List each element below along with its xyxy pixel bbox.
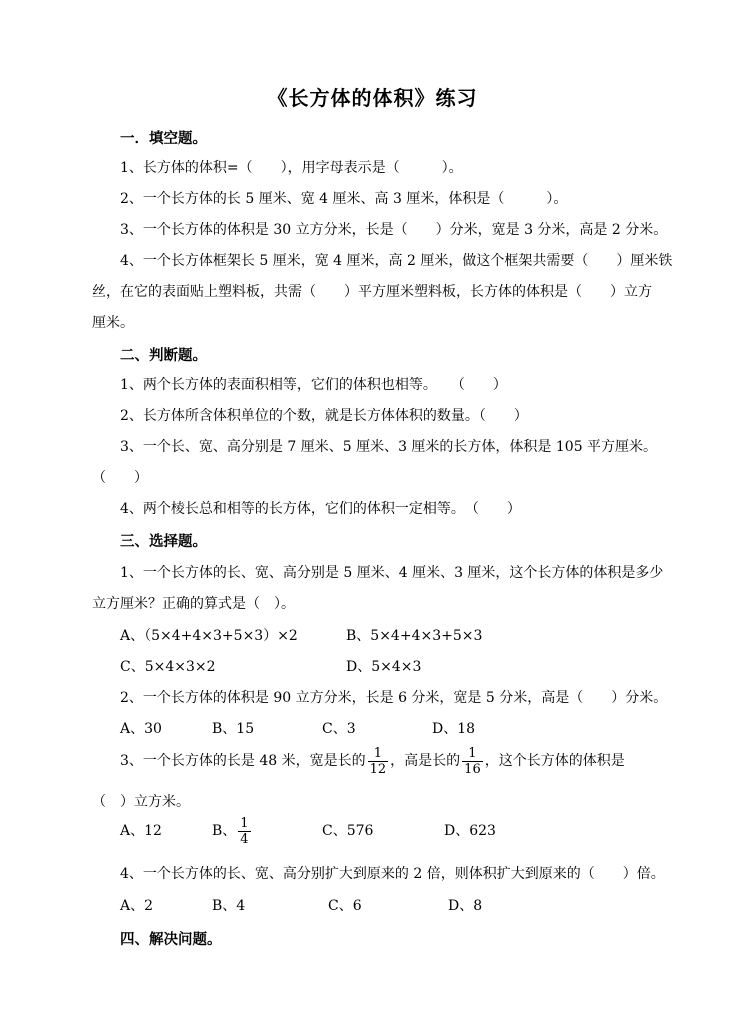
choice-3-text-part2: ，高是长的 [390,753,461,769]
choice-2-option-d: D、18 [432,721,476,737]
section-solve: 四、解决问题。 [120,931,222,948]
judge-question-4: 4、两个棱长总和相等的长方体，它们的体积一定相等。 （ ） [120,501,521,517]
judge-question-2: 2、长方体所含体积单位的个数，就是长方体体积的数量。（ ） [120,408,528,424]
choice-3-text-part1: 3、一个长方体的长是 48 米，宽是长的 [120,753,366,769]
fill-question-4-line3: 厘米。 [92,315,134,331]
fraction-numerator: 1 [468,745,477,761]
choice-3-option-d: D、623 [444,823,496,839]
fill-question-2: 2、一个长方体的长 5 厘米、宽 4 厘米、高 3 厘米，体积是（ ）。 [120,191,568,207]
choice-question-1-line2: 立方厘米？正确的算式是（ ）。 [92,596,295,612]
fraction-denominator: 16 [464,761,481,777]
fraction-one-twelfth [368,746,389,777]
fill-question-4-line2: 丝，在它的表面贴上塑料板，共需（ ）平方厘米塑料板，长方体的体积是（ ）立方 [92,284,652,300]
choice-1-option-d: D、5×4×3 [346,659,422,675]
fill-question-1: 1、长方体的体积=（ ），用字母表示是（ ）。 [120,160,463,176]
section-choice: 三、选择题。 [120,533,207,550]
fill-question-4-line1: 4、一个长方体框架长 5 厘米，宽 4 厘米，高 2 厘米，做这个框架共需要（ ）厘米铁 [120,253,673,269]
fraction-one-sixteenth [462,746,483,777]
choice-1-option-b: B、5×4+4×3+5×3 [346,628,483,644]
judge-question-3-line1: 3、一个长、宽、高分别是 7 厘米、5 厘米、3 厘米的长方体，体积是 105 平方厘米。 [120,439,658,455]
option-b-prefix: B、 [212,823,237,839]
choice-3-option-b [212,814,322,848]
choice-2-option-b: B、15 [212,721,255,737]
choice-3-option-c: C、576 [322,823,374,839]
choice-1-option-a: A、（5×4+4×3+5×3）×2 [120,628,298,644]
fraction-numerator: 1 [240,815,249,831]
choice-3-text-part3: ，这个长方体的体积是 [484,753,625,769]
section-judge: 二、判断题。 [120,347,207,364]
choice-2-option-c: C、3 [322,721,356,737]
choice-2-option-a: A、30 [120,721,162,737]
fraction-numerator: 1 [373,745,383,761]
fraction-denominator: 12 [369,761,387,777]
choice-4-option-a: A、2 [120,898,154,914]
choice-1-option-c: C、5×4×3×2 [120,659,216,675]
fraction-one-quarter [238,816,250,847]
choice-3-options [120,814,496,848]
choice-4-option-d: D、8 [448,898,483,914]
choice-4-option-b: B、4 [212,898,246,914]
choice-question-2: 2、一个长方体的体积是 90 立方分米，长是 6 分米，宽是 5 分米，高是（ ）分米。 [120,690,668,706]
choice-4-option-c: C、6 [328,898,362,914]
choice-question-1-line1: 1、一个长方体的长、宽、高分别是 5 厘米、4 厘米、3 厘米，这个长方体的体积是多少 [120,565,664,581]
choice-question-3-line2: （ ）立方米。 [92,794,190,810]
choice-3-option-a: A、12 [120,823,162,839]
choice-question-3-line1 [120,744,625,778]
fill-question-3: 3、一个长方体的体积是 30 立方分米，长是（ ）分米，宽是 3 分米，高是 2 分米。 [120,222,668,238]
section-fill-blank: 一．填空题。 [120,130,207,147]
fraction-denominator: 4 [240,831,249,847]
choice-question-4: 4、一个长方体的长、宽、高分别扩大到原来的 2 倍，则体积扩大到原来的（ ）倍。 [120,866,665,882]
worksheet-title: 《长方体的体积》练习 [267,86,478,110]
judge-question-3-line2: （ ） [92,470,148,486]
judge-question-1: 1、两个长方体的表面积相等，它们的体积也相等。 （ ） [120,377,507,393]
